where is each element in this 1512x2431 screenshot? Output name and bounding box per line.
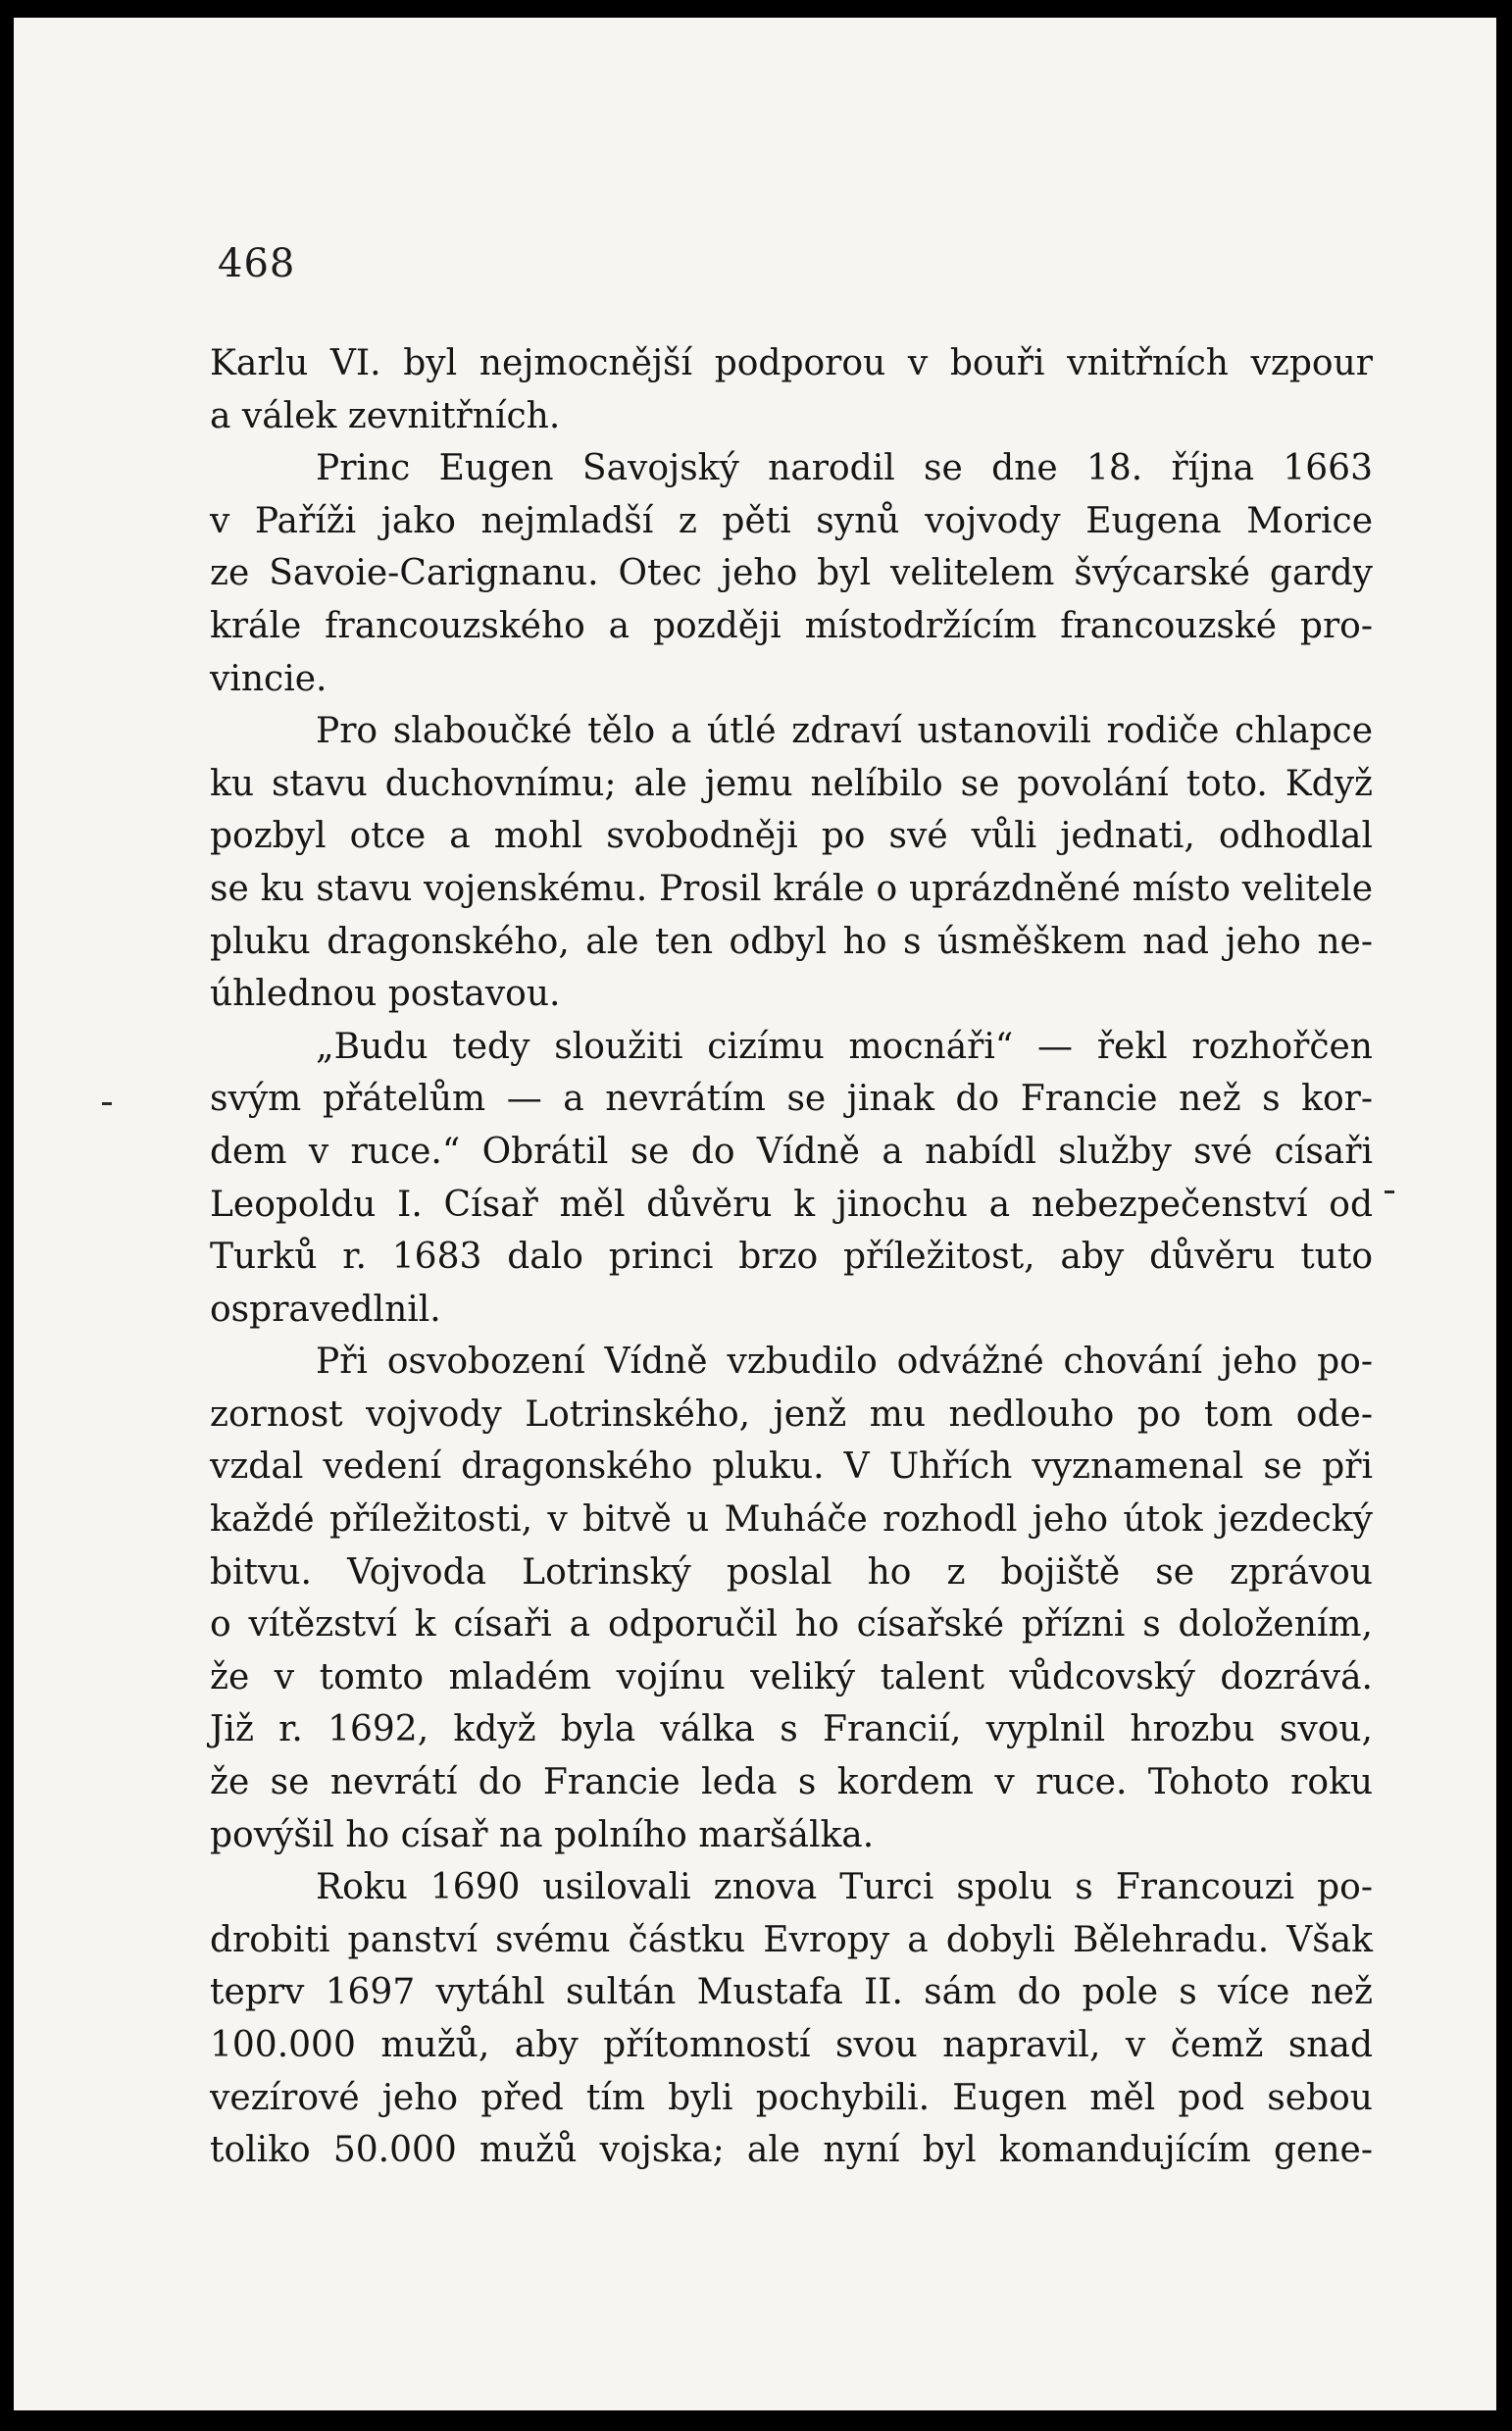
text-line: drobiti panství svému částku Evropy a dobyli Bělehradu. Však (210, 1919, 1373, 1960)
text-line: Turků r. 1683 dalo princi brzo příležitost, aby důvěru tuto (210, 1237, 1373, 1278)
scan-artifact-left (102, 1102, 112, 1105)
book-page (14, 18, 1496, 2410)
text-line: dem v ruce.“ Obrátil se do Vídně a nabídl služby své císaři (210, 1131, 1373, 1172)
text-line: „Budu tedy sloužiti cizímu mocnáři“ — řekl rozhořčen (316, 1026, 1373, 1067)
text-line: se ku stavu vojenskému. Prosil krále o uprázdněné místo velitele (210, 868, 1373, 909)
text-line: 100.000 mužů, aby přítomností svou napravil, v čemž snad (210, 2025, 1373, 2065)
text-line: Princ Eugen Savojský narodil se dne 18. října 1663 (316, 448, 1373, 489)
text-line: každé příležitosti, v bitvě u Muháče rozhodl jeho útok jezdecký (210, 1499, 1373, 1541)
text-line: pozbyl otce a mohl svobodněji po své vůli jednati, odhodlal (210, 816, 1373, 857)
text-line: krále francouzského a později místodržícím francouzské pro- (210, 605, 1373, 646)
text-line: vezírové jeho před tím byli pochybili. Eugen měl pod sebou (210, 2077, 1373, 2118)
text-line: zornost vojvody Lotrinského, jenž mu nedlouho po tom ode- (210, 1393, 1373, 1435)
text-line: toliko 50.000 mužů vojska; ale nyní byl komandujícím gene- (210, 2130, 1373, 2171)
text-line: pluku dragonského, ale ten odbyl ho s úsměškem nad jeho ne- (210, 921, 1373, 962)
page-number: 468 (218, 241, 296, 286)
text-line: úhlednou postavou. (210, 974, 561, 1015)
body-text (210, 337, 1373, 2177)
text-line: teprv 1697 vytáhl sultán Mustafa II. sám do pole s více než (210, 1972, 1373, 2013)
text-line: a válek zevnitřních. (210, 395, 561, 436)
text-line: že v tomto mladém vojínu veliký talent vůdcovský dozrává. (210, 1656, 1373, 1697)
text-line: Při osvobození Vídně vzbudilo odvážné chování jeho po- (316, 1342, 1373, 1383)
text-line: bitvu. Vojvoda Lotrinský poslal ho z bojiště se zprávou (210, 1551, 1373, 1593)
text-line: Leopoldu I. Císař měl důvěru k jinochu a nebezpečenství od (210, 1184, 1373, 1225)
text-line: svým přátelům — a nevrátím se jinak do Francie než s kor- (210, 1079, 1373, 1120)
text-line: povýšil ho císař na polního maršálka. (210, 1814, 875, 1855)
text-line: Již r. 1692, když byla válka s Francií, vyplnil hrozbu svou, (210, 1709, 1373, 1750)
text-line: v Paříži jako nejmladší z pěti synů vojvody Eugena Morice (210, 500, 1373, 541)
scan-artifact-right (1385, 1190, 1394, 1193)
text-line: vincie. (210, 658, 328, 699)
text-line: ku stavu duchovnímu; ale jemu nelíbilo se povolání toto. Když (210, 763, 1373, 804)
text-line: vzdal vedení dragonského pluku. V Uhřích vyznamenal se při (210, 1446, 1373, 1488)
text-line: Pro slaboučké tělo a útlé zdraví ustanovili rodiče chlapce (316, 711, 1373, 752)
text-line: o vítězství k císaři a odporučil ho císařské přízni s doložením, (210, 1604, 1373, 1646)
text-line: ospravedlnil. (210, 1289, 441, 1330)
text-line: že se nevrátí do Francie leda s kordem v ruce. Tohoto roku (210, 1762, 1373, 1803)
text-line: Karlu VI. byl nejmocnější podporou v bouři vnitřních vzpour (210, 343, 1373, 383)
text-line: Roku 1690 usilovali znova Turci spolu s Francouzi po- (316, 1867, 1373, 1908)
text-line: ze Savoie-Carignanu. Otec jeho byl velitelem švýcarské gardy (210, 553, 1373, 594)
